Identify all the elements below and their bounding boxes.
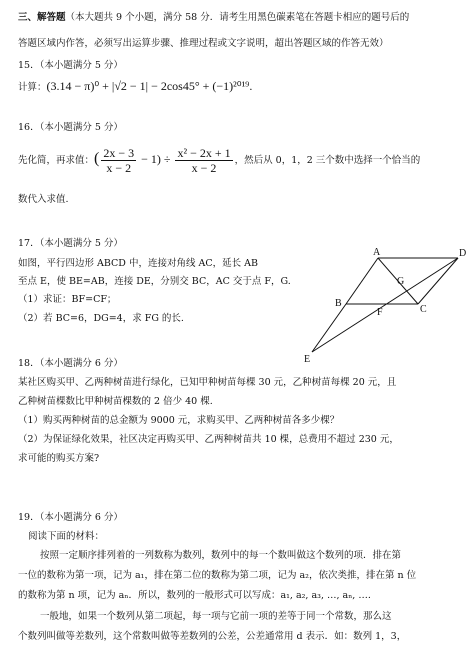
label-f: F	[377, 307, 383, 318]
segment-cd	[418, 258, 458, 304]
q19-line6: 个数列叫做等差数列，这个常数叫做等差数列的公差，公差通常用 d 表示．如：数列 1，3，	[18, 631, 407, 642]
q17-line4: （2）若 BC=6，DG=4，求 FG 的长.	[18, 313, 184, 324]
segment-de	[312, 258, 458, 352]
q19-header: 19．（本小题满分 6 分）	[18, 512, 123, 523]
q15-problem	[18, 80, 252, 94]
q17-line1: 如图，平行四边形 ABCD 中，连接对角线 AC，延长 AB	[18, 258, 258, 269]
q19-line2: 按照一定顺序排列着的一列数称为数列，数列中的每一个数叫做这个数列的项．排在第	[40, 550, 402, 561]
label-d: D	[459, 248, 467, 259]
q16-problem: 先化简，再求值：( $\frac{2x - 3}{x - 2}$ − 1) ÷ $\frac{\text{x² − 2x + 1}}{x - 2}$ ，然后从 0，1，2 三个数中选择一个恰当的	[18, 146, 421, 175]
q18-line5: 求可能的购买方案?	[18, 453, 100, 464]
q17-line2: 至点 E，使 BE=AB，连接 DE，分别交 BC，AC 交于点 F，G.	[18, 276, 291, 287]
label-g: G	[397, 276, 405, 287]
parallelogram-figure	[300, 248, 465, 366]
q17-line3: （1）求证：BF=CF；	[18, 294, 117, 305]
q19-line1: 阅读下面的材料：	[28, 531, 105, 542]
section-heading	[18, 12, 409, 24]
q16-fraction-2: $\frac{\text{x² − 2x + 1}}{x - 2}$	[177, 146, 231, 175]
q18-line1: 某社区购买甲、乙两种树苗进行绿化，已知甲种树苗每棵 30 元，乙种树苗每棵 20 元，且	[18, 377, 397, 388]
q15-expression: (3.14 − π)⁰ + |√2 − 1| − 2cos45° + (−1)²⁰¹⁹.	[46, 79, 253, 93]
q18-line4: （2）为保证绿化效果，社区决定再购买甲、乙两种树苗共 10 棵，总费用不超过 230 元，	[18, 434, 399, 445]
q16-line2: 数代入求值.	[18, 194, 69, 205]
section-instructions-2: 答题区域内作答，必须写出运算步骤、推理过程或文字说明，超出答题区域的作答无效）	[18, 38, 389, 49]
label-c: C	[420, 304, 427, 315]
q16-fraction-1: $\frac{2x - 3}{x - 2}$	[103, 146, 135, 175]
q18-header: 18．（本小题满分 6 分）	[18, 358, 123, 369]
q19-line3: 一位的数称为第一项，记为 a₁，排在第二位的数称为第二项，记为 a₂，依次类推，排在第 n 位	[18, 570, 417, 581]
q18-line3: （1）购买两种树苗的总金额为 9000 元，求购买甲、乙两种树苗各多少棵？	[18, 415, 340, 426]
q18-line2: 乙种树苗棵数比甲种树苗棵数的 2 倍少 40 棵.	[18, 396, 213, 407]
q19-line5: 一般地，如果一个数列从第二项起，每一项与它前一项的差等于同一个常数，那么这	[40, 611, 392, 622]
segment-ab	[346, 258, 378, 304]
label-b: B	[335, 298, 342, 309]
q16-suffix: ，然后从 0，1，2 三个数中选择一个恰当的	[234, 155, 421, 166]
segment-be	[312, 304, 346, 352]
label-a: A	[373, 247, 381, 258]
q16-header: 16．（本小题满分 5 分）	[18, 122, 123, 133]
section-title: 三、解答题	[18, 12, 66, 23]
q15-prefix: 计算：	[18, 82, 47, 93]
q16-minus-one: − 1) ÷	[138, 152, 174, 166]
label-e: E	[304, 354, 311, 365]
q19-line4: 的数称为第 n 项，记为 aₙ．所以，数列的一般形式可以写成：a₁, a₂, a₃, …, aₙ, ….	[18, 590, 371, 601]
section-instructions-1: （本大题共 9 个小题，满分 58 分．请考生用黑色碳素笔在答题卡相应的题号后的	[65, 12, 410, 23]
q15-header: 15．（本小题满分 5 分）	[18, 60, 123, 71]
q16-prefix: 先化简，再求值：	[18, 155, 95, 166]
q17-header: 17．（本小题满分 5 分）	[18, 238, 123, 249]
